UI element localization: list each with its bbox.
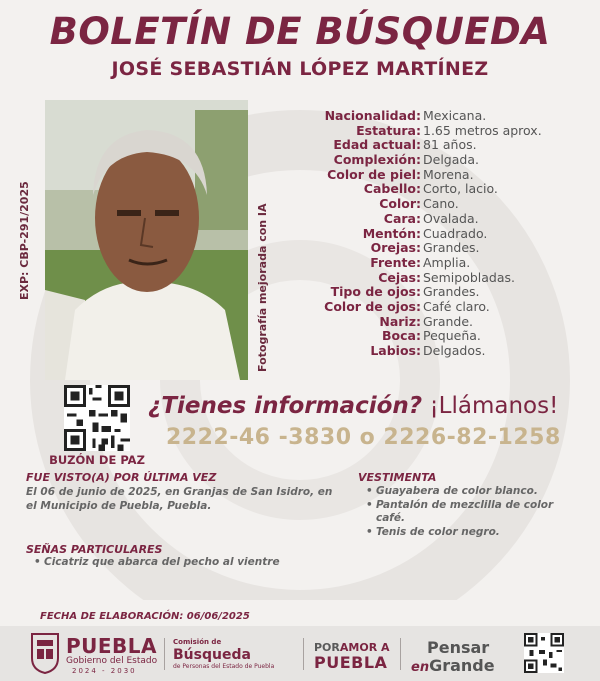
buzon-de-paz-label: BUZÓN DE PAZ: [49, 453, 145, 467]
attr-value: Ovalada.: [423, 210, 479, 226]
puebla-logo-text: PUEBLA: [66, 634, 158, 658]
attr-value: Grande.: [423, 313, 474, 329]
attr-value: 1.65 metros aprox.: [423, 122, 542, 138]
attr-label: Color de piel:: [327, 166, 421, 182]
attr-value: Semipobladas.: [423, 269, 516, 285]
attr-value: Delgada.: [423, 152, 479, 168]
attr-value: Cuadrado.: [423, 225, 488, 241]
footer-qr-code[interactable]: [524, 633, 564, 673]
attr-value: Grandes.: [423, 284, 480, 300]
contact-prompt: [148, 393, 588, 419]
attr-row: [298, 212, 598, 227]
clothing-title: VESTIMENTA: [358, 471, 437, 484]
question-text: ¿Tienes información?: [148, 393, 423, 419]
attr-label: Frente:: [370, 254, 421, 270]
list-item: • Tenis de color negro.: [364, 526, 574, 539]
attr-row: [298, 124, 598, 139]
footer-divider: [400, 638, 401, 670]
attributes-list: [298, 109, 598, 359]
footer-divider: [303, 638, 304, 670]
attr-label: Orejas:: [370, 240, 421, 256]
attr-row: [298, 285, 598, 300]
attr-value: Mexicana.: [423, 108, 487, 123]
amor-text: AMOR A: [339, 641, 390, 654]
attr-label: Labios:: [370, 343, 421, 358]
attr-label: Color:: [379, 196, 421, 212]
attr-label: Cabello:: [363, 181, 421, 197]
attr-value: Café claro.: [423, 298, 490, 314]
attr-label: Edad actual:: [333, 137, 421, 153]
attr-row: [298, 271, 598, 286]
attr-row: [298, 256, 598, 271]
attr-label: Cejas:: [378, 269, 421, 285]
attr-label: Boca:: [382, 328, 421, 344]
attr-row: [298, 300, 598, 315]
en-grande-text: [411, 656, 495, 675]
en-text: en: [411, 660, 430, 675]
attr-label: Tipo de ojos:: [330, 284, 421, 300]
missing-person-name: JOSÉ SEBASTIÁN LÓPEZ MARTÍNEZ: [111, 58, 489, 80]
por-text: POR: [314, 641, 340, 654]
pensar-text: Pensar: [427, 638, 490, 657]
attr-value: 81 años.: [423, 137, 477, 153]
comision-sub-text: de Personas del Estado de Puebla: [173, 663, 275, 670]
attr-row: [298, 329, 598, 344]
attr-row: [298, 168, 598, 183]
attr-row: [298, 241, 598, 256]
state-shield-icon: [30, 632, 60, 674]
last-seen-text: El 06 de junio de 2025, en Granjas de San Isidro, en el Municipio de Puebla, Puebla.: [26, 486, 333, 512]
list-item: • Guayabera de color blanco.: [364, 485, 574, 498]
attr-value: Corto, lacio.: [423, 181, 498, 197]
attr-row: [298, 182, 598, 197]
attr-row: [298, 344, 598, 359]
attr-label: Cara:: [383, 210, 421, 226]
attr-label: Mentón:: [362, 225, 421, 241]
list-item: • Pantalón de mezclilla de color café.: [364, 499, 574, 525]
attr-row: [298, 197, 598, 212]
attr-row: [298, 315, 598, 330]
years-text: 2024 - 2030: [72, 667, 137, 675]
attr-label: Color de ojos:: [324, 298, 421, 314]
attr-value: Pequeña.: [423, 328, 481, 344]
grande-text: Grande: [429, 656, 495, 675]
footer-divider: [164, 638, 165, 670]
case-number: EXP: CBP-291/2025: [18, 181, 31, 300]
list-item: • Cicatriz que abarca del pecho al vientre: [32, 556, 352, 569]
missing-person-photo: [45, 100, 248, 380]
buzon-qr-code[interactable]: [64, 385, 130, 451]
marks-list: [32, 556, 352, 569]
bulletin-title: BOLETÍN DE BÚSQUEDA: [49, 10, 551, 53]
phone-numbers[interactable]: 2222-46 -3830 o 2226-82-1258: [166, 425, 561, 450]
attr-value: Grandes.: [423, 240, 480, 256]
attr-row: [298, 153, 598, 168]
clothing-list: [364, 485, 574, 540]
por-puebla-text: PUEBLA: [314, 653, 388, 672]
gobierno-text: Gobierno del Estado: [66, 656, 158, 666]
attr-value: Morena.: [423, 166, 474, 182]
photo-ai-note: Fotografía mejorada con IA: [256, 203, 269, 372]
comision-big-text: Búsqueda: [173, 647, 251, 663]
attr-value: Amplia.: [423, 254, 471, 270]
attr-label: Nariz:: [379, 313, 421, 329]
attr-label: Nacionalidad:: [324, 108, 421, 123]
attr-row: [298, 109, 598, 124]
elaboration-date: FECHA DE ELABORACIÓN: 06/06/2025: [40, 611, 250, 622]
comision-small-text: Comisión de: [173, 638, 222, 646]
attr-row: [298, 227, 598, 242]
attr-label: Complexión:: [333, 152, 421, 168]
footer-logos: [0, 626, 600, 681]
attr-value: Cano.: [423, 196, 459, 212]
marks-title: SEÑAS PARTICULARES: [26, 543, 163, 556]
last-seen-title: FUE VISTO(A) POR ÚLTIMA VEZ: [26, 471, 217, 484]
attr-row: [298, 138, 598, 153]
call-text: ¡Llámanos!: [429, 393, 559, 419]
attr-value: Delgados.: [423, 343, 486, 358]
attr-label: Estatura:: [356, 122, 421, 138]
